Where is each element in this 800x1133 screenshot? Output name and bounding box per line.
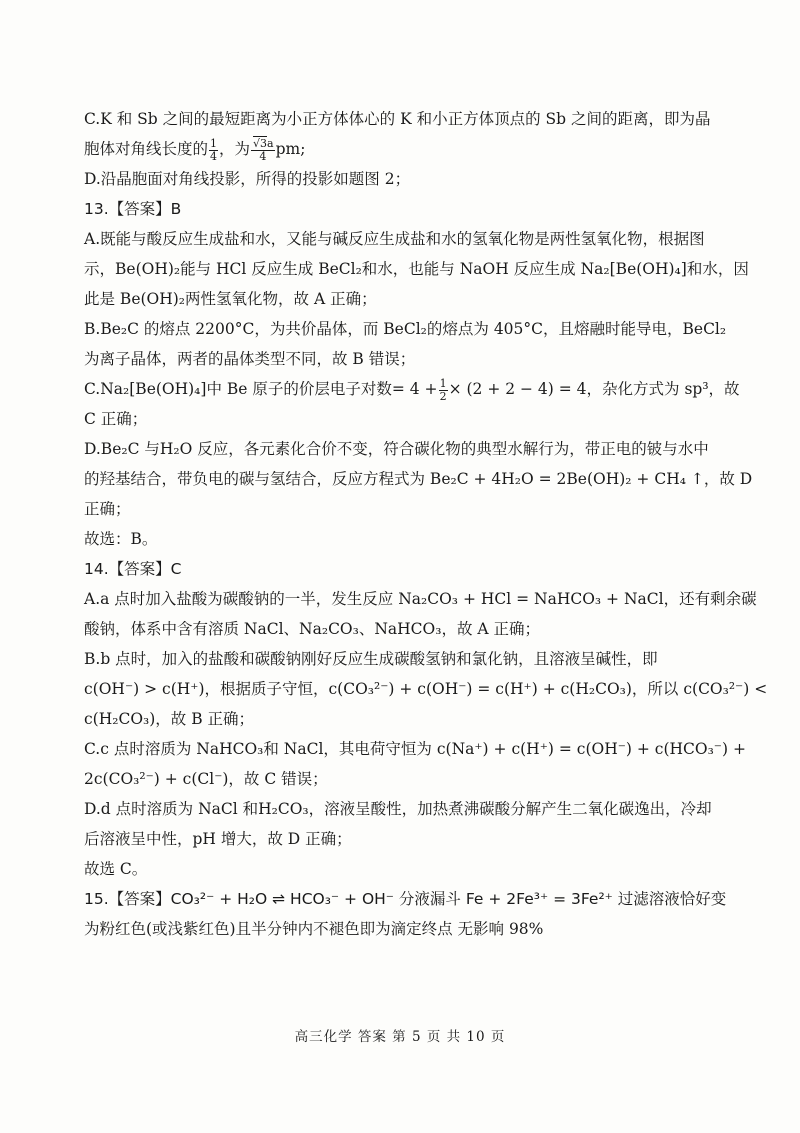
text-line: 2c(CO₃²⁻) + c(Cl⁻)，故 C 错误； xyxy=(84,770,328,788)
text-line: B.Be₂C 的熔点 2200°C，为共价晶体，而 BeCl₂的熔点为 405°C，且熔融时能导电，BeCl₂ xyxy=(84,320,727,338)
text-line: C 正确； xyxy=(84,410,148,428)
page-footer: 高三化学 答案 第 5 页 共 10 页 xyxy=(294,1029,506,1045)
text-line: 为粉红色(或浅紫红色)且半分钟内不褪色即为滴定终点 无影响 98% xyxy=(84,920,544,938)
fraction-sqrt3a-over-4: $\frac{√3a}{4}$ xyxy=(253,136,274,163)
text-line: c(H₂CO₃)，故 B 正确； xyxy=(84,710,255,728)
text-line: 酸钠，体系中含有溶质 NaCl、Na₂CO₃、NaHCO₃，故 A 正确； xyxy=(84,620,540,638)
text-line: 为离子晶体，两者的晶体类型不同，故 B 错误； xyxy=(84,350,416,368)
text-line: A.a 点时加入盐酸为碳酸钠的一半，发生反应 Na₂CO₃ + HCl = NaHCO₃ + NaCl，还有剩余碳 xyxy=(84,590,757,608)
answer-page-body xyxy=(84,104,768,944)
text-line: A.既能与酸反应生成盐和水，又能与碱反应生成盐和水的氢氧化物是两性氢氧化物，根据图 xyxy=(84,230,705,248)
fraction-one-half: $\frac{1}{2}$ xyxy=(439,376,447,403)
text-line-with-fractions: 胞体对角线长度的 $\frac{1}{4}$ ，为 $\frac{√3a}{4}$ pm; xyxy=(84,136,306,163)
text-line: 故选：B。 xyxy=(84,530,158,548)
fraction-one-quarter: $\frac{1}{4}$ xyxy=(210,136,218,163)
text-line: 正确； xyxy=(84,500,131,518)
text-line: B.b 点时，加入的盐酸和碳酸钠刚好反应生成碳酸氢钠和氯化钠，且溶液呈碱性，即 xyxy=(84,650,658,668)
text-line: 示，Be(OH)₂能与 HCl 反应生成 BeCl₂和水，也能与 NaOH 反应生成 Na₂[Be(OH)₄]和水，因 xyxy=(84,260,749,278)
text-line: c(OH⁻) > c(H⁺)，根据质子守恒，c(CO₃²⁻) + c(OH⁻) = c(H⁺) + c(H₂CO₃)，所以 c(CO₃²⁻) < xyxy=(84,680,768,698)
text-line: 的羟基结合，带负电的碳与氢结合，反应方程式为 Be₂C + 4H₂O = 2Be(OH)₂ + CH₄ ↑，故 D xyxy=(84,470,753,488)
text-line-with-fraction: C.Na₂[Be(OH)₄]中 Be 原子的价层电子对数= 4 + $\frac{1}{2}$ × (2 + 2 − 4) = 4，杂化方式为 sp³，故 xyxy=(84,376,740,403)
answer-heading-13: 13.【答案】B xyxy=(84,200,182,218)
answer-heading-15: 15.【答案】CO₃²⁻ + H₂O ⇌ HCO₃⁻ + OH⁻ 分液漏斗 Fe + 2Fe³⁺ = 3Fe²⁺ 过滤溶液恰好变 xyxy=(84,890,727,908)
text-line: D.沿晶胞面对角线投影，所得的投影如题图 2； xyxy=(84,170,411,188)
text-line: 故选 C。 xyxy=(84,860,148,878)
text-line: 后溶液呈中性，pH 增大，故 D 正确； xyxy=(84,830,352,848)
text-line: 此是 Be(OH)₂两性氢氧化物，故 A 正确； xyxy=(84,290,377,308)
text-line: C.c 点时溶质为 NaHCO₃和 NaCl，其电荷守恒为 c(Na⁺) + c(H⁺) = c(OH⁻) + c(HCO₃⁻) + xyxy=(84,740,746,758)
text-line: C.K 和 Sb 之间的最短距离为小正方体体心的 K 和小正方体顶点的 Sb 之间的距离，即为晶 xyxy=(84,110,711,128)
text-line: D.d 点时溶质为 NaCl 和H₂CO₃，溶液呈酸性，加热煮沸碳酸分解产生二氧化碳逸出，冷却 xyxy=(84,800,712,818)
text-line: D.Be₂C 与H₂O 反应，各元素化合价不变，符合碳化物的典型水解行为，带正电的铍与水中 xyxy=(84,440,709,458)
answer-heading-14: 14.【答案】C xyxy=(84,560,182,578)
